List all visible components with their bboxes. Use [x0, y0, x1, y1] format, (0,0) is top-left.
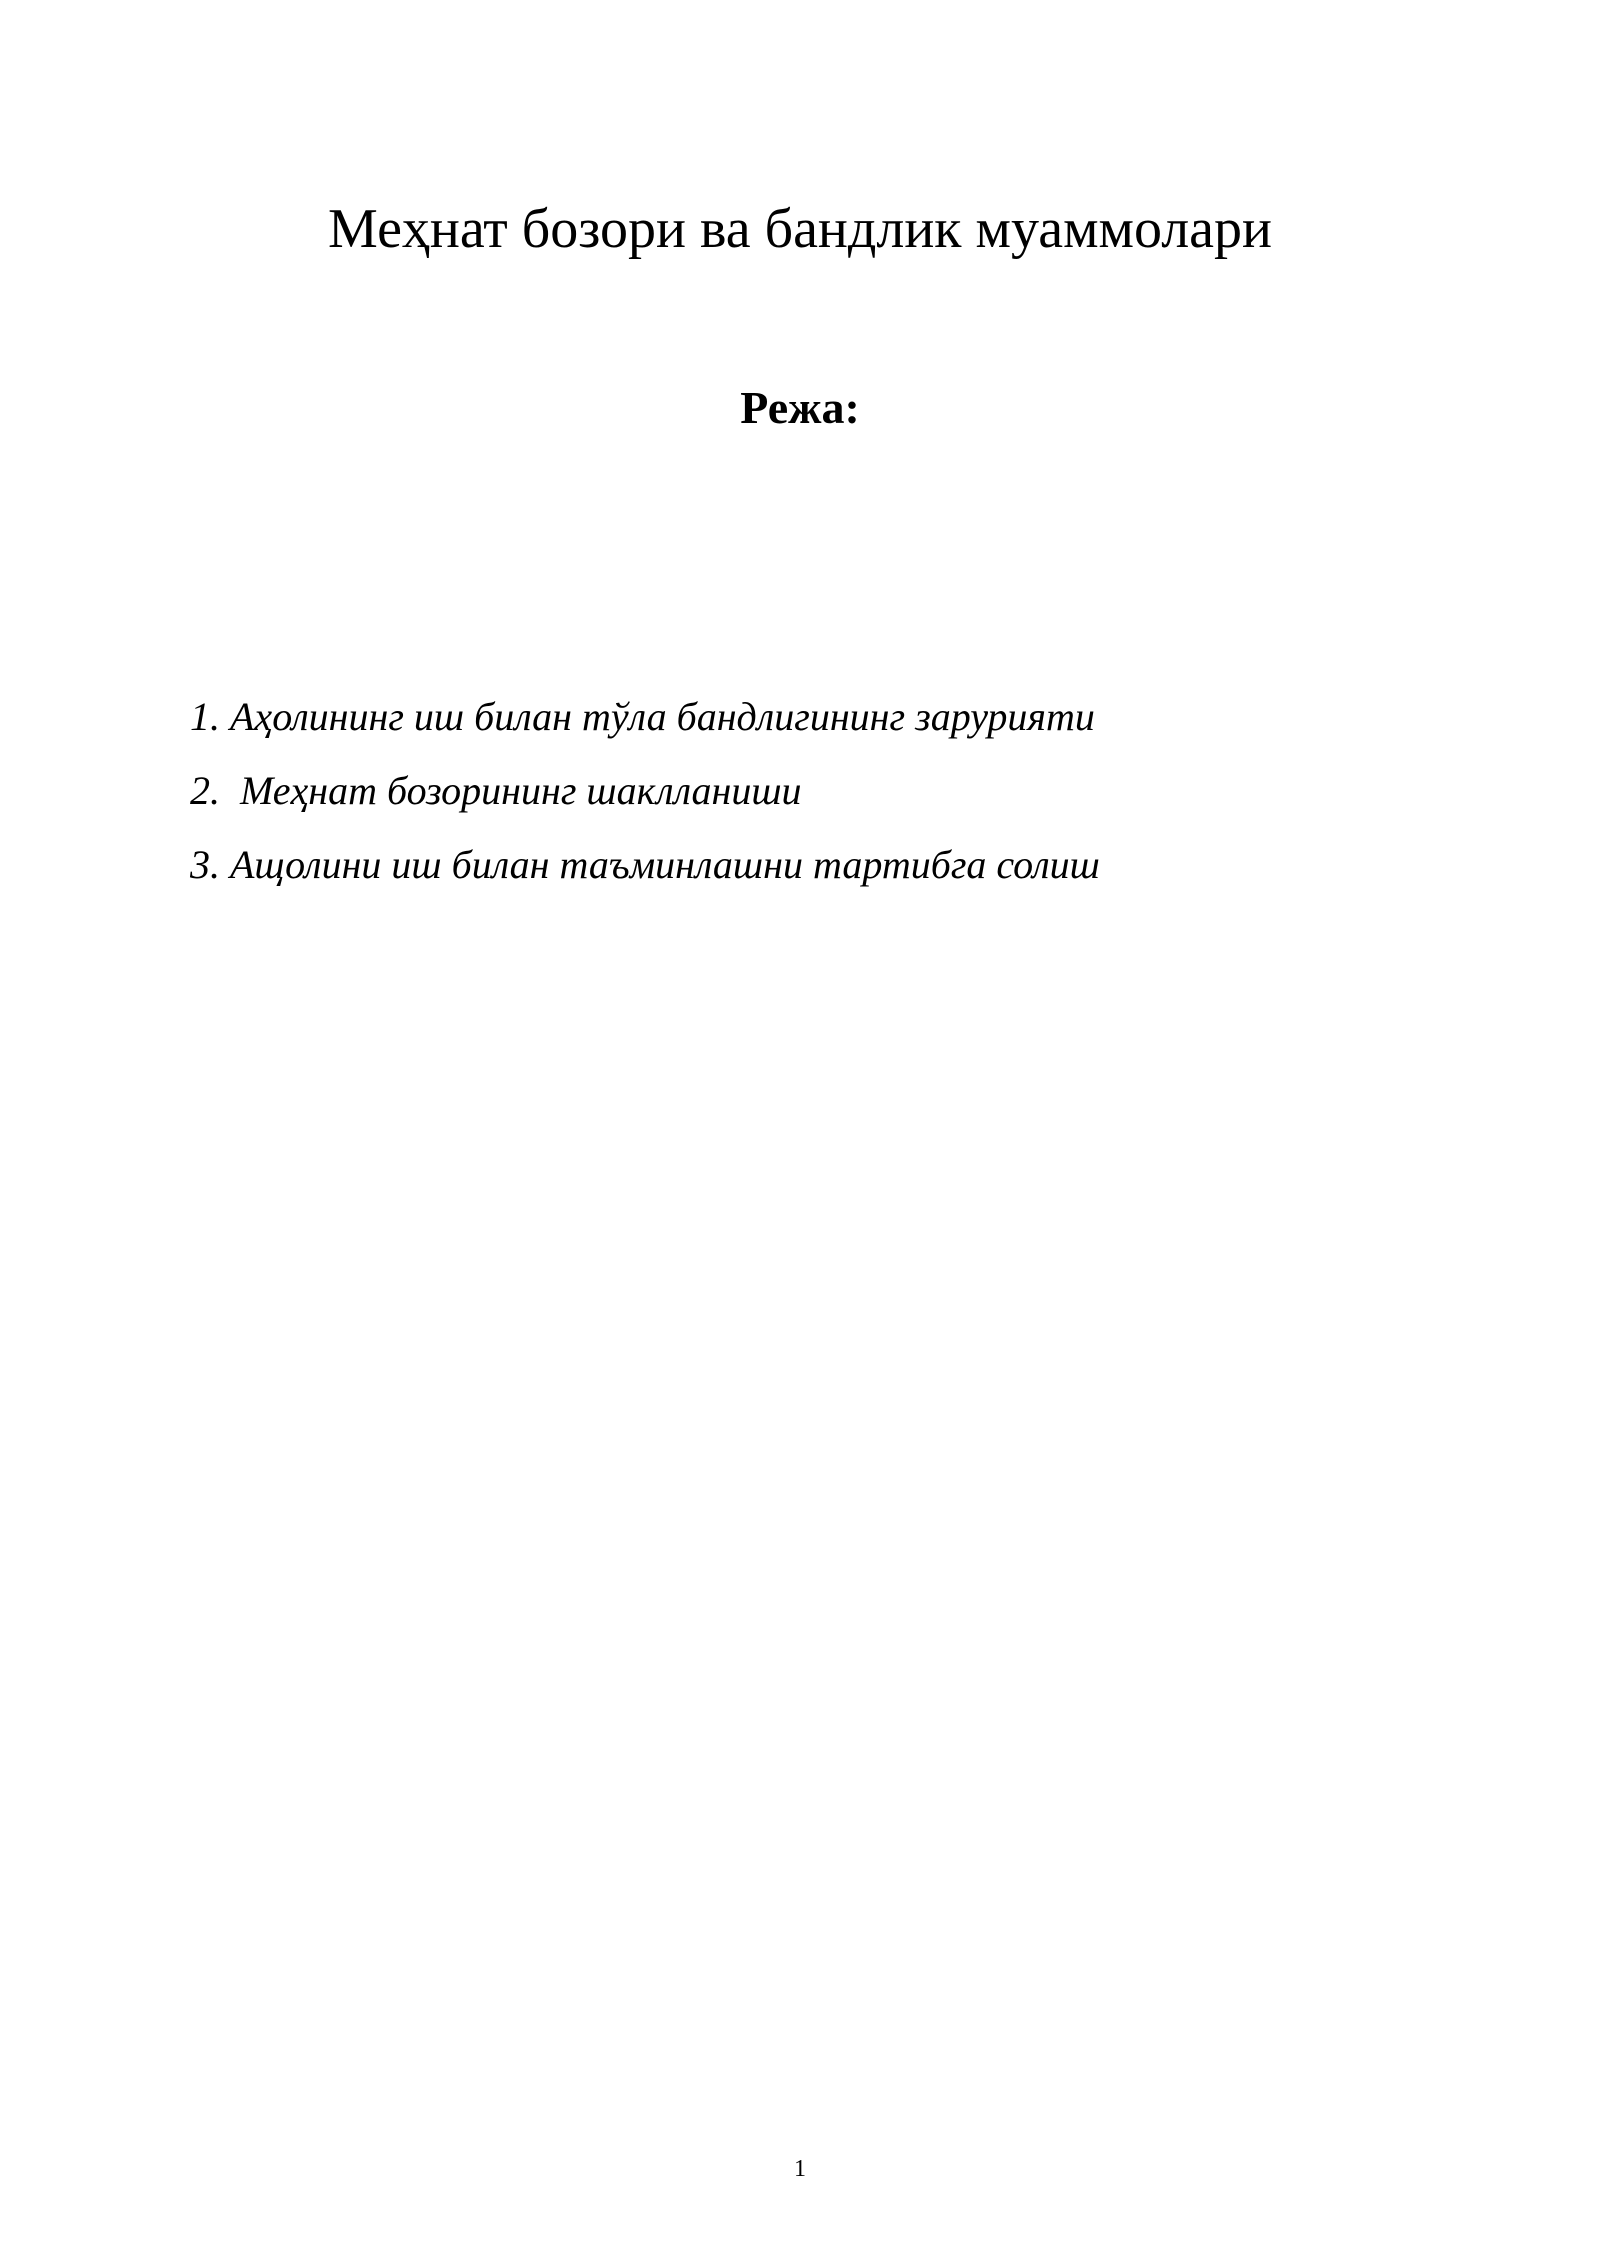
plan-item: 3. Ащолини иш билан таъминлашни тартибга солиш: [190, 842, 1100, 887]
document-title: Меҳнат бозори ва бандлик муаммолари: [328, 198, 1272, 260]
page-number: 1: [794, 2156, 806, 2182]
plan-item: 1. Аҳолининг иш билан тўла бандлигининг зарурияти: [190, 694, 1095, 739]
plan-item: 2. Меҳнат бозорининг шаклланиши: [190, 768, 802, 813]
plan-list: [190, 692, 1100, 914]
plan-heading: Режа:: [740, 382, 860, 433]
